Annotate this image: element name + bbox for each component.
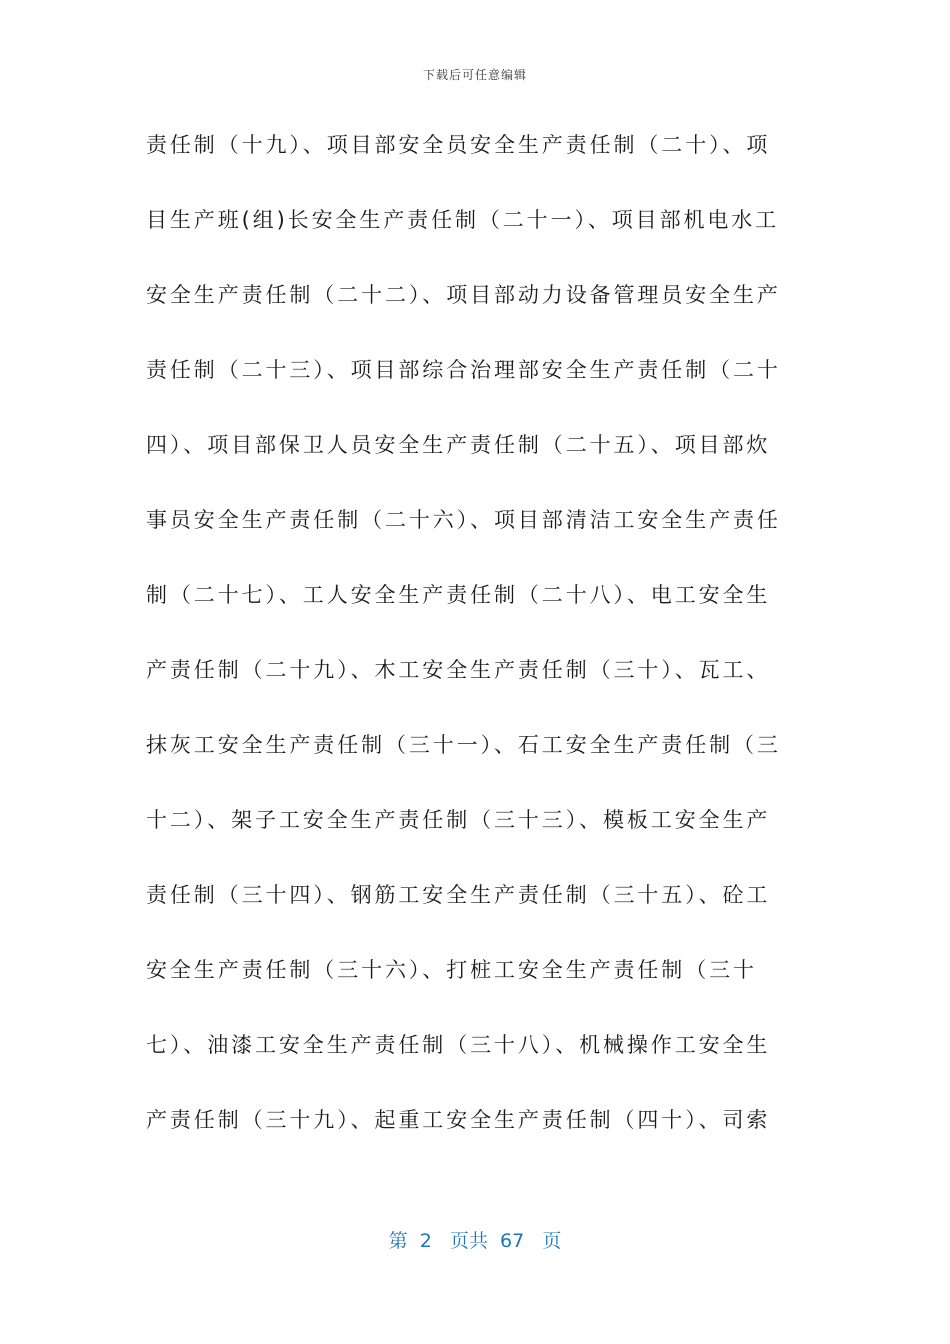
page-prefix: 第: [388, 1230, 408, 1252]
total-pages-number: 67: [500, 1230, 525, 1252]
body-line: 四）、项目部保卫人员安全生产责任制（二十五）、项目部炊: [146, 433, 771, 457]
body-text: [146, 124, 796, 1174]
body-line: 责任制（二十三）、项目部综合治理部安全生产责任制（二十: [146, 358, 781, 382]
page-footer: [0, 1226, 950, 1253]
page-suffix: 页: [542, 1230, 562, 1252]
body-line: 责任制（三十四）、钢筋工安全生产责任制（三十五）、砼工: [146, 883, 771, 907]
body-line: 安全生产责任制（三十六）、打桩工安全生产责任制（三十: [146, 958, 757, 982]
body-line: 十二）、架子工安全生产责任制（三十三）、模板工安全生产: [146, 808, 771, 832]
body-line: 制（二十七）、工人安全生产责任制（二十八）、电工安全生: [146, 583, 771, 607]
body-line: 七）、油漆工安全生产责任制（三十八）、机械操作工安全生: [146, 1033, 771, 1057]
body-line: 事员安全生产责任制（二十六）、项目部清洁工安全生产责任: [146, 508, 781, 532]
current-page-number: 2: [419, 1230, 432, 1252]
body-line: 产责任制（二十九）、木工安全生产责任制（三十）、瓦工、: [146, 658, 771, 682]
body-line: 产责任制（三十九）、起重工安全生产责任制（四十）、司索: [146, 1108, 771, 1132]
body-line: 责任制（十九）、项目部安全员安全生产责任制（二十）、项: [146, 133, 771, 157]
body-line: 目生产班(组)长安全生产责任制（二十一）、项目部机电水工: [146, 208, 780, 232]
page-middle: 页共: [449, 1230, 488, 1252]
body-line: 抹灰工安全生产责任制（三十一）、石工安全生产责任制（三: [146, 733, 781, 757]
body-line: 安全生产责任制（二十二）、项目部动力设备管理员安全生产: [146, 283, 781, 307]
header-note: 下载后可任意编辑: [422, 68, 527, 82]
